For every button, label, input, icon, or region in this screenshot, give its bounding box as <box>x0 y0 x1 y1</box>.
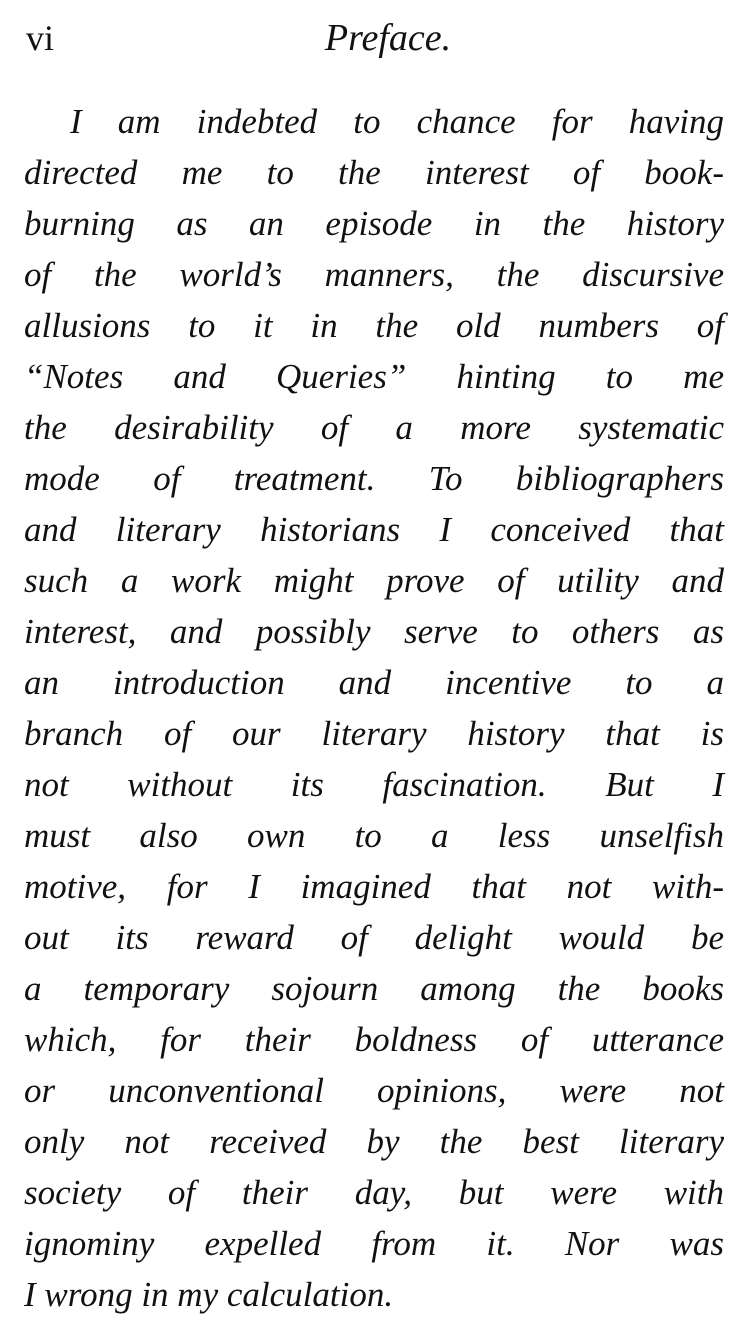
text-line: out its reward of delight would be <box>24 918 724 957</box>
preface-paragraph <box>24 96 724 1320</box>
text-line: I wrong in my calculation. <box>24 1275 394 1314</box>
text-line: directed me to the interest of book- <box>24 153 724 192</box>
running-head: Preface. <box>324 17 452 59</box>
page-number: vi <box>26 18 55 58</box>
text-line: burning as an episode in the history <box>24 204 724 243</box>
text-line: “Notes and Queries” hinting to me <box>24 357 724 396</box>
text-line: an introduction and incentive to a <box>24 663 724 702</box>
text-line: ignominy expelled from it. Nor was <box>24 1224 724 1263</box>
text-line: the desirability of a more systematic <box>24 408 724 447</box>
text-line: such a work might prove of utility and <box>24 561 724 600</box>
text-line: of the world’s manners, the discursive <box>24 255 724 294</box>
page-header <box>0 14 756 64</box>
text-line: a temporary sojourn among the books <box>24 969 724 1008</box>
text-line: mode of treatment. To bibliographers <box>24 459 724 498</box>
text-line: motive, for I imagined that not with- <box>24 867 724 906</box>
text-line: not without its fascination. But I <box>24 765 724 804</box>
text-line: branch of our literary history that is <box>24 714 724 753</box>
text-line: allusions to it in the old numbers of <box>24 306 724 345</box>
text-line: and literary historians I conceived that <box>24 510 724 549</box>
text-line: interest, and possibly serve to others as <box>24 612 724 651</box>
text-line: society of their day, but were with <box>24 1173 724 1212</box>
text-line: only not received by the best literary <box>24 1122 724 1161</box>
text-line: or unconventional opinions, were not <box>24 1071 724 1110</box>
text-line: which, for their boldness of utterance <box>24 1020 724 1059</box>
text-line: I am indebted to chance for having <box>70 102 724 141</box>
text-line: must also own to a less unselfish <box>24 816 724 855</box>
